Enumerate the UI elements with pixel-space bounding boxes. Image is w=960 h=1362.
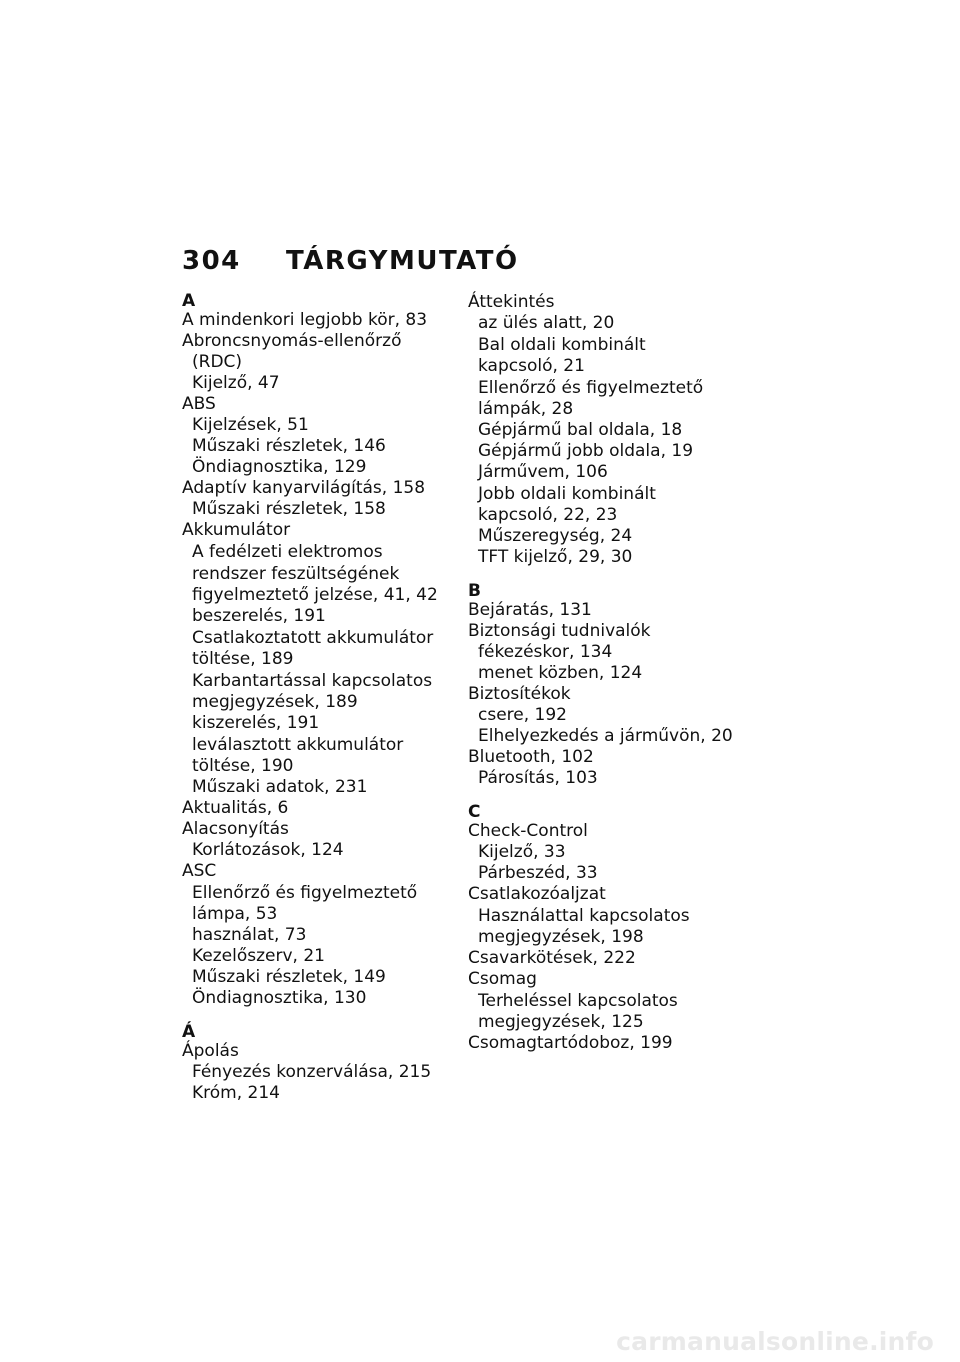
index-subentry: Fényezés konzerválása, 215: [192, 1062, 432, 1082]
index-subentry: Öndiagnosztika, 130: [192, 988, 367, 1008]
index-subentry: kapcsoló, 22, 23: [478, 505, 618, 525]
index-subentry: Ellenőrző és figyelmeztető: [478, 378, 704, 398]
index-subentry: fékezéskor, 134: [478, 642, 613, 662]
index-entry: Áttekintés: [468, 292, 555, 312]
index-subentry: megjegyzések, 189: [192, 692, 358, 712]
index-section-letter: Á: [182, 1022, 196, 1042]
index-subentry: leválasztott akkumulátor: [192, 735, 404, 755]
index-subentry: beszerelés, 191: [192, 606, 326, 626]
page-title: TÁRGYMUTATÓ: [286, 246, 519, 276]
index-subentry: az ülés alatt, 20: [478, 313, 615, 333]
index-subentry: Ellenőrző és figyelmeztető: [192, 883, 418, 903]
index-subentry: Bal oldali kombinált: [478, 335, 646, 355]
index-subentry: Műszaki adatok, 231: [192, 777, 368, 797]
index-entry: Biztonsági tudnivalók: [468, 621, 651, 641]
page-header: [182, 246, 519, 276]
index-subentry: (RDC): [192, 352, 243, 372]
index-subentry: A fedélzeti elektromos: [192, 542, 383, 562]
index-subentry: Műszaki részletek, 146: [192, 436, 386, 456]
index-subentry: Műszeregység, 24: [478, 526, 633, 546]
index-subentry: megjegyzések, 198: [478, 927, 644, 947]
page-number: 304: [182, 246, 241, 276]
index-entry: Akkumulátor: [182, 520, 291, 540]
index-subentry: Korlátozások, 124: [192, 840, 344, 860]
index-entry: ASC: [182, 861, 217, 881]
index-subentry: Öndiagnosztika, 129: [192, 457, 367, 477]
index-subentry: Párosítás, 103: [478, 768, 598, 788]
index-subentry: töltése, 190: [192, 756, 294, 776]
index-section-letter: C: [468, 802, 481, 822]
index-subentry: figyelmeztető jelzése, 41, 42: [192, 585, 438, 605]
index-subentry: rendszer feszültségének: [192, 564, 400, 584]
index-section-letter: B: [468, 581, 481, 601]
index-subentry: Párbeszéd, 33: [478, 863, 598, 883]
index-subentry: megjegyzések, 125: [478, 1012, 644, 1032]
index-subentry: kapcsoló, 21: [478, 356, 585, 376]
index-subentry: Kijelzések, 51: [192, 415, 309, 435]
index-entry: Csomagtartódoboz, 199: [468, 1033, 673, 1053]
index-section-letter: A: [182, 291, 196, 311]
index-entry: A mindenkori legjobb kör, 83: [182, 310, 428, 330]
index-entry: Bluetooth, 102: [468, 747, 594, 767]
index-entry: Aktualitás, 6: [182, 798, 289, 818]
watermark: carmanualsonline.info: [616, 1327, 934, 1356]
index-subentry: Gépjármű jobb oldala, 19: [478, 441, 694, 461]
index-subentry: Króm, 214: [192, 1083, 280, 1103]
index-subentry: Karbantartással kapcsolatos: [192, 671, 433, 691]
index-entry: Csavarkötések, 222: [468, 948, 636, 968]
index-subentry: Járművem, 106: [478, 462, 608, 482]
index-subentry: csere, 192: [478, 705, 567, 725]
index-subentry: Kijelző, 47: [192, 373, 280, 393]
index-subentry: használat, 73: [192, 925, 307, 945]
index-subentry: menet közben, 124: [478, 663, 643, 683]
index-entry: Csomag: [468, 969, 537, 989]
index-entry: Alacsonyítás: [182, 819, 289, 839]
index-subentry: lámpák, 28: [478, 399, 574, 419]
index-subentry: lámpa, 53: [192, 904, 278, 924]
index-subentry: Használattal kapcsolatos: [478, 906, 690, 926]
index-subentry: Elhelyezkedés a járművön, 20: [478, 726, 733, 746]
index-entry: Adaptív kanyarvilágítás, 158: [182, 478, 426, 498]
index-column-left: [182, 292, 450, 1104]
index-subentry: Terheléssel kapcsolatos: [478, 991, 678, 1011]
index-entry: Abroncsnyomás-ellenőrző: [182, 331, 402, 351]
index-entry: Ápolás: [182, 1041, 239, 1061]
index-subentry: Kijelző, 33: [478, 842, 566, 862]
index-subentry: Műszaki részletek, 149: [192, 967, 386, 987]
index-entry: Bejáratás, 131: [468, 600, 592, 620]
index-entry: Check-Control: [468, 821, 588, 841]
index-subentry: töltése, 189: [192, 649, 294, 669]
index-subentry: Műszaki részletek, 158: [192, 499, 386, 519]
index-subentry: kiszerelés, 191: [192, 713, 320, 733]
index-subentry: Gépjármű bal oldala, 18: [478, 420, 683, 440]
index-subentry: Jobb oldali kombinált: [478, 484, 656, 504]
index-entry: Csatlakozóaljzat: [468, 884, 606, 904]
index-subentry: Csatlakoztatott akkumulátor: [192, 628, 434, 648]
index-entry: Biztosítékok: [468, 684, 571, 704]
index-column-right: [468, 292, 736, 1054]
index-entry: ABS: [182, 394, 216, 414]
index-subentry: TFT kijelző, 29, 30: [478, 547, 633, 567]
index-subentry: Kezelőszerv, 21: [192, 946, 325, 966]
